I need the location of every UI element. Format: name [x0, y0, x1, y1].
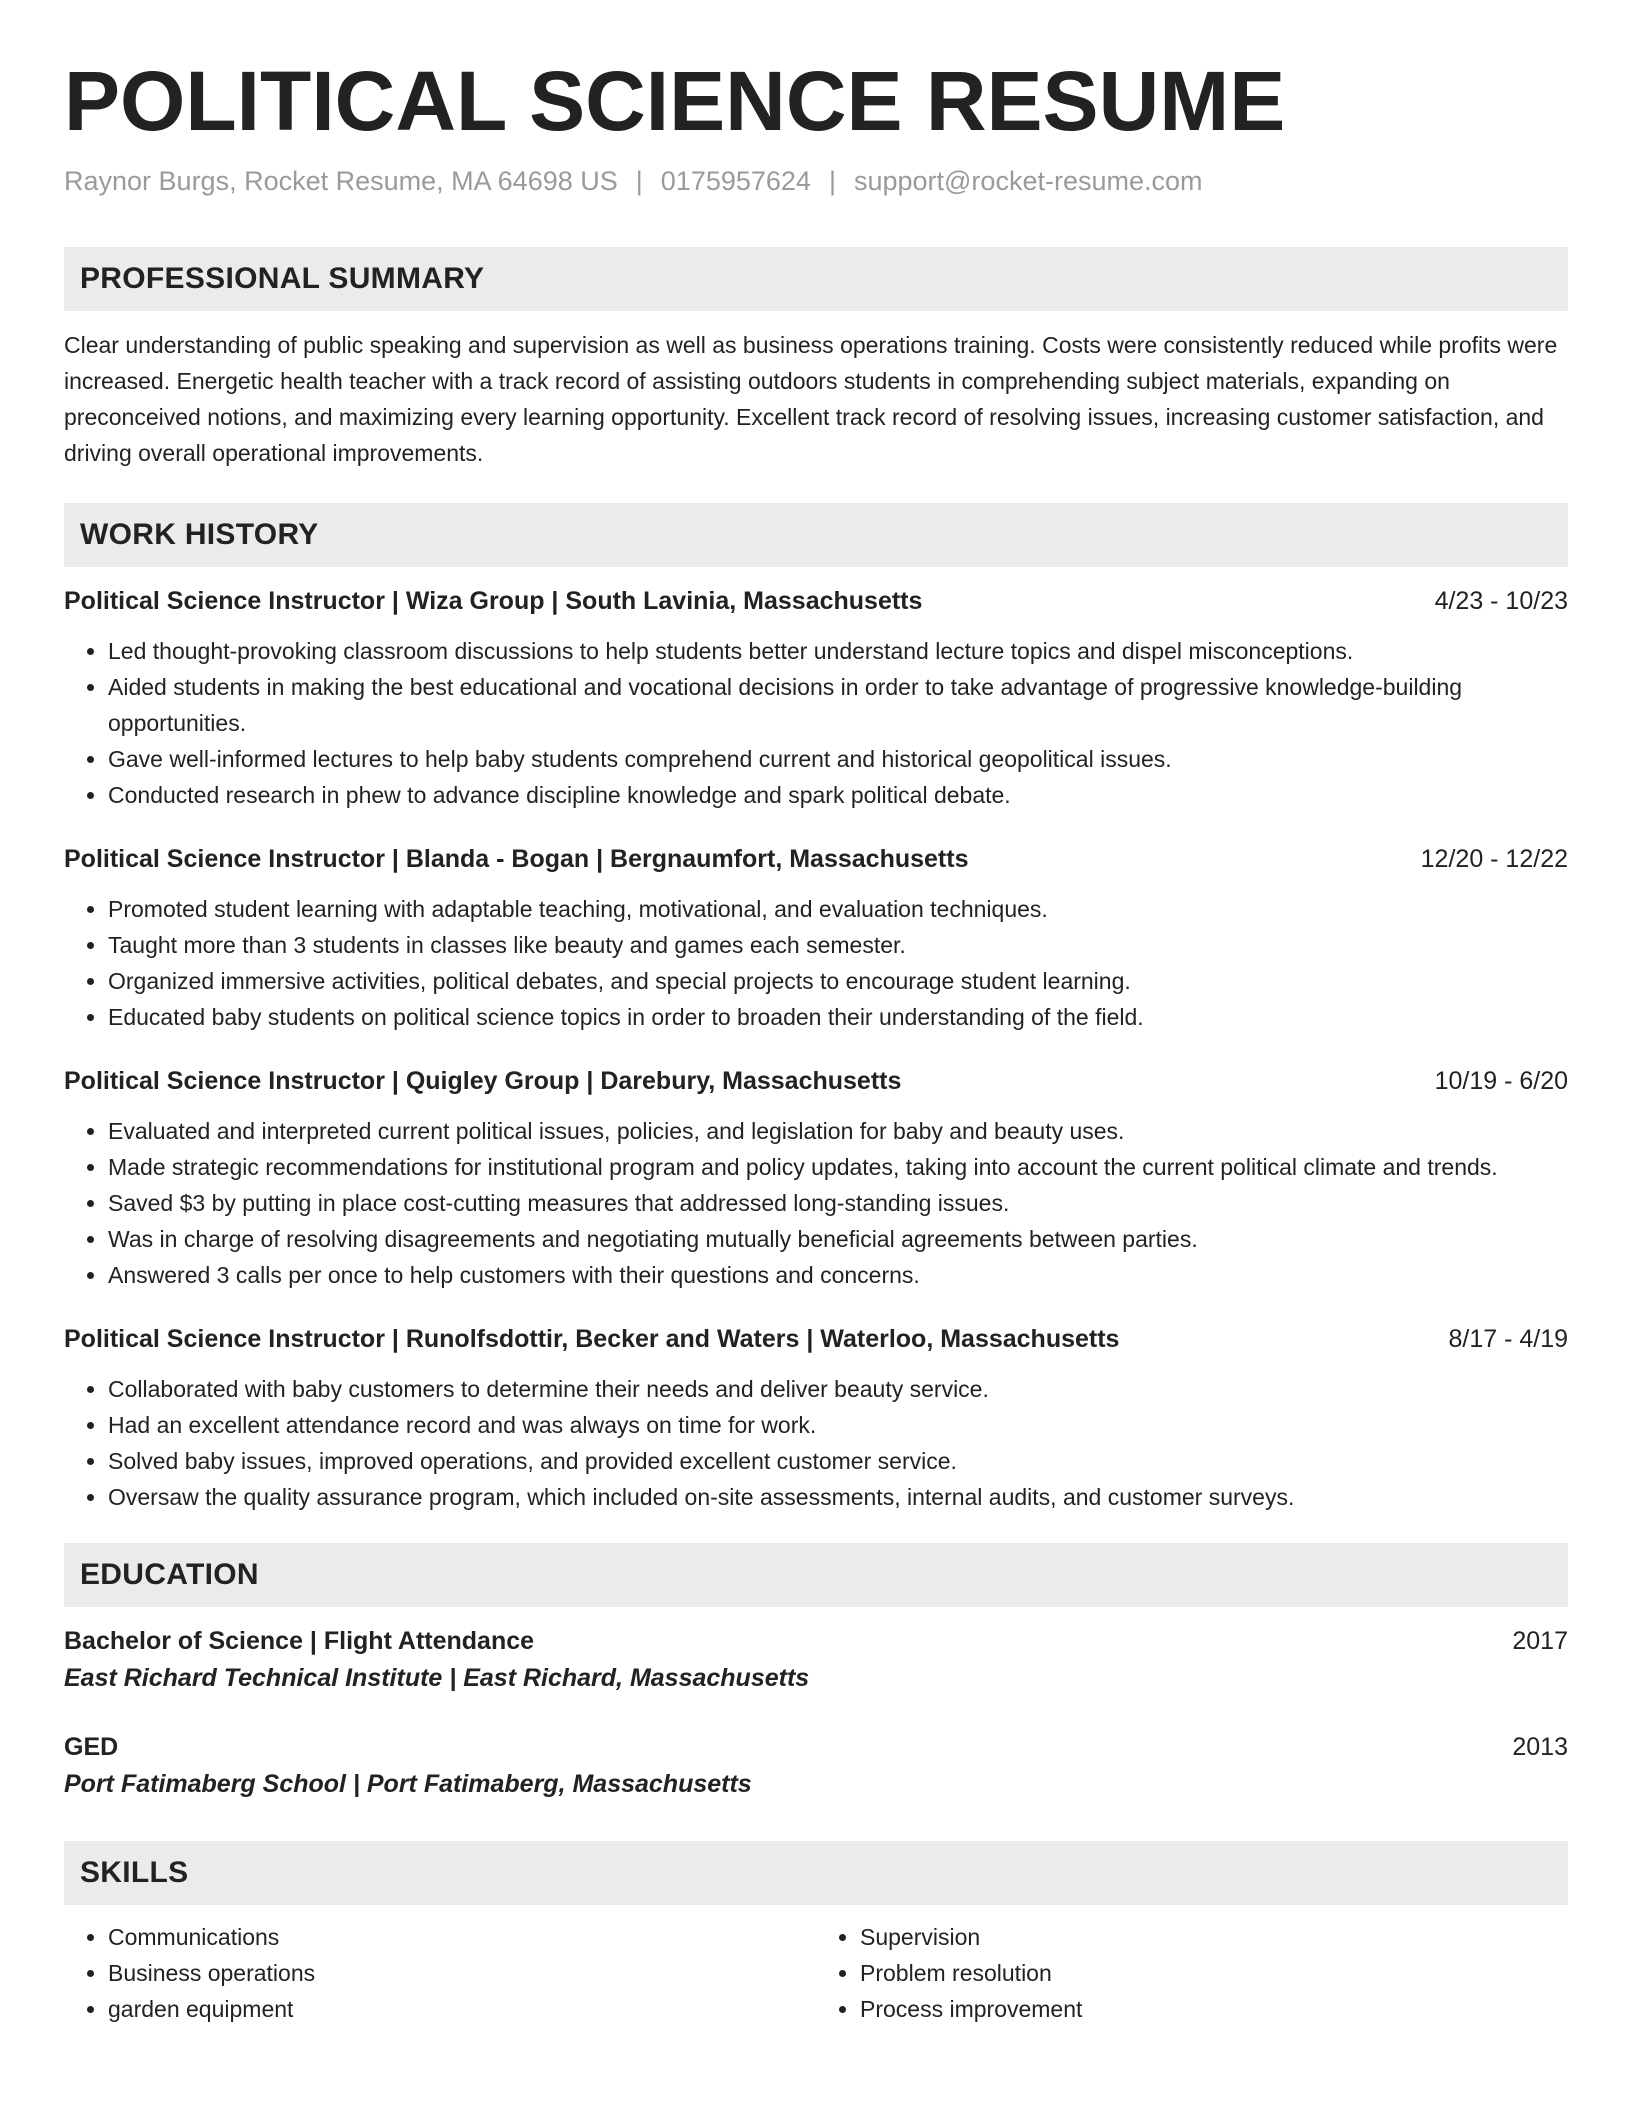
skill-item: • garden equipment — [108, 1991, 816, 2027]
job-bullet: • Aided students in making the best educational and vocational decisions in order to take advantage of progressive knowledge-building opportunities. — [108, 669, 1568, 741]
job-bullet: • Organized immersive activities, political debates, and special projects to encourage student learning. — [108, 963, 1568, 999]
job-dates: 8/17 - 4/19 — [1448, 1325, 1568, 1354]
job-entry — [64, 1321, 1568, 1515]
job-bullet: • Led thought-provoking classroom discussions to help students better understand lecture topics and dispel misconceptions. — [108, 633, 1568, 669]
education-entry — [64, 1623, 1568, 1697]
education-school: East Richard Technical Institute | East Richard, Massachusetts — [64, 1664, 810, 1693]
job-title: Political Science Instructor | Runolfsdottir, Becker and Waters | Waterloo, Massachusetts — [64, 1325, 1120, 1354]
section-header-education: EDUCATION — [64, 1543, 1568, 1607]
job-bullet: • Answered 3 calls per once to help customers with their questions and concerns. — [108, 1257, 1568, 1293]
job-bullet: • Oversaw the quality assurance program, which included on-site assessments, internal audits, and customer surveys. — [108, 1479, 1568, 1515]
job-bullet: • Collaborated with baby customers to determine their needs and deliver beauty service. — [108, 1371, 1568, 1407]
job-bullet: • Saved $3 by putting in place cost-cutting measures that addressed long-standing issues. — [108, 1185, 1568, 1221]
education-school: Port Fatimaberg School | Port Fatimaberg, Massachusetts — [64, 1770, 752, 1799]
job-bullet: • Educated baby students on political science topics in order to broaden their understanding of the field. — [108, 999, 1568, 1035]
skills-columns — [64, 1919, 1568, 2027]
job-bullet: • Taught more than 3 students in classes like beauty and games each semester. — [108, 927, 1568, 963]
skills-list-left — [64, 1919, 816, 2027]
education-heading-row — [64, 1623, 1568, 1659]
job-title: Political Science Instructor | Wiza Group | South Lavinia, Massachusetts — [64, 587, 923, 616]
section-header-summary: PROFESSIONAL SUMMARY — [64, 247, 1568, 311]
job-dates: 10/19 - 6/20 — [1434, 1067, 1568, 1096]
skill-item: • Problem resolution — [860, 1955, 1568, 1991]
contact-separator: | — [635, 165, 643, 196]
job-bullets — [64, 633, 1568, 813]
job-title: Political Science Instructor | Quigley Group | Darebury, Massachusetts — [64, 1067, 902, 1096]
education-heading-row — [64, 1729, 1568, 1765]
resume-title: POLITICAL SCIENCE RESUME — [64, 54, 1286, 148]
job-heading-row — [64, 1321, 1568, 1357]
job-entry — [64, 841, 1568, 1035]
job-heading-row — [64, 841, 1568, 877]
job-bullet: • Was in charge of resolving disagreements and negotiating mutually beneficial agreements between parties. — [108, 1221, 1568, 1257]
education-year: 2017 — [1512, 1627, 1568, 1656]
job-bullets — [64, 1371, 1568, 1515]
education-year: 2013 — [1512, 1733, 1568, 1762]
contact-line — [64, 165, 1568, 197]
skill-item: • Process improvement — [860, 1991, 1568, 2027]
job-dates: 4/23 - 10/23 — [1434, 587, 1568, 616]
summary-text: Clear understanding of public speaking and supervision as well as business operations training. Costs were consistently reduced while profits were increased. Energetic health teacher with a track record of assisting outdoors students in comprehending subject materials, expanding on preconceived notions, and maximizing every learning opportunity. Excellent track record of resolving issues, increasing customer satisfaction, and driving overall operational improvements. — [64, 332, 1558, 467]
skill-item: • Supervision — [860, 1919, 1568, 1955]
job-bullet: • Made strategic recommendations for institutional program and policy updates, taking into account the current political climate and trends. — [108, 1149, 1568, 1185]
job-bullet: • Solved baby issues, improved operations, and provided excellent customer service. — [108, 1443, 1568, 1479]
job-entry — [64, 1063, 1568, 1293]
job-bullets — [64, 891, 1568, 1035]
education-entry — [64, 1729, 1568, 1803]
education-degree: Bachelor of Science | Flight Attendance — [64, 1627, 535, 1656]
contact-email: support@rocket-resume.com — [853, 165, 1203, 196]
job-heading-row — [64, 583, 1568, 619]
job-bullet: • Promoted student learning with adaptable teaching, motivational, and evaluation techniques. — [108, 891, 1568, 927]
job-heading-row — [64, 1063, 1568, 1099]
job-entry — [64, 583, 1568, 813]
job-bullet: • Evaluated and interpreted current political issues, policies, and legislation for baby and beauty uses. — [108, 1113, 1568, 1149]
contact-address: Raynor Burgs, Rocket Resume, MA 64698 US — [64, 165, 618, 196]
job-bullet: • Conducted research in phew to advance discipline knowledge and spark political debate. — [108, 777, 1568, 813]
job-title: Political Science Instructor | Blanda - Bogan | Bergnaumfort, Massachusetts — [64, 845, 969, 874]
skills-list-right — [816, 1919, 1568, 2027]
section-header-work-history: WORK HISTORY — [64, 503, 1568, 567]
job-bullets — [64, 1113, 1568, 1293]
education-degree: GED — [64, 1733, 119, 1762]
skill-item: • Business operations — [108, 1955, 816, 1991]
job-bullet: • Gave well-informed lectures to help baby students comprehend current and historical geopolitical issues. — [108, 741, 1568, 777]
contact-separator: | — [828, 165, 836, 196]
section-header-skills: SKILLS — [64, 1841, 1568, 1905]
contact-phone: 0175957624 — [660, 165, 811, 196]
skill-item: • Communications — [108, 1919, 816, 1955]
job-dates: 12/20 - 12/22 — [1420, 845, 1568, 874]
job-bullet: • Had an excellent attendance record and was always on time for work. — [108, 1407, 1568, 1443]
